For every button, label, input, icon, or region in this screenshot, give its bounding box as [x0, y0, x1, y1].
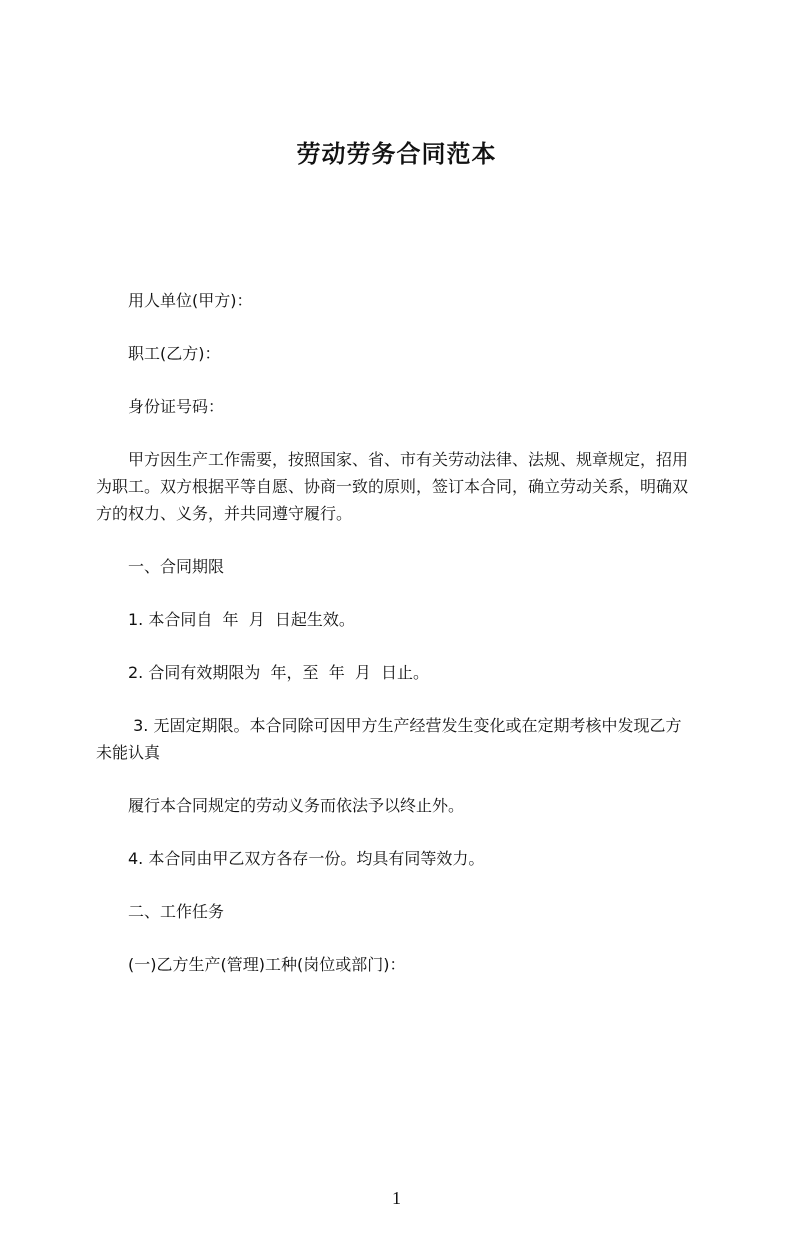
clause-1-1: 1. 本合同自 年 月 日起生效。: [128, 610, 355, 629]
contract-document: [0, 138, 793, 978]
heading-section-2: 二、工作任务: [128, 902, 225, 921]
clause-2-1: (一)乙方生产(管理)工种(岗位或部门)：: [128, 955, 406, 974]
page-number: 1: [392, 1188, 401, 1208]
field-employee: 职工(乙方)：: [128, 344, 221, 363]
heading-section-1: 一、合同期限: [128, 557, 225, 576]
document-page: [0, 138, 793, 1260]
para-preamble: 甲方因生产工作需要，按照国家、省、市有关劳动法律、法规、规章规定，招用为职工。双方根据平等自愿、协商一致的原则，签订本合同，确立劳动关系，明确双方的权力、义务，并共同遵守履行。: [96, 450, 689, 523]
field-employer: 用人单位(甲方)：: [128, 291, 253, 310]
clause-1-2: 2. 合同有效期限为 年，至 年 月 日止。: [128, 663, 430, 682]
clause-1-4: 4. 本合同由甲乙双方各存一份。均具有同等效力。: [128, 849, 485, 868]
page-title: 劳动劳务合同范本: [296, 140, 497, 168]
field-id-number: 身份证号码：: [128, 397, 225, 416]
clause-1-3: 3. 无固定期限。本合同除可因甲方生产经营发生变化或在定期考核中发现乙方未能认真: [96, 716, 682, 762]
clause-1-3-continuation: 履行本合同规定的劳动义务而依法予以终止外。: [128, 796, 465, 815]
